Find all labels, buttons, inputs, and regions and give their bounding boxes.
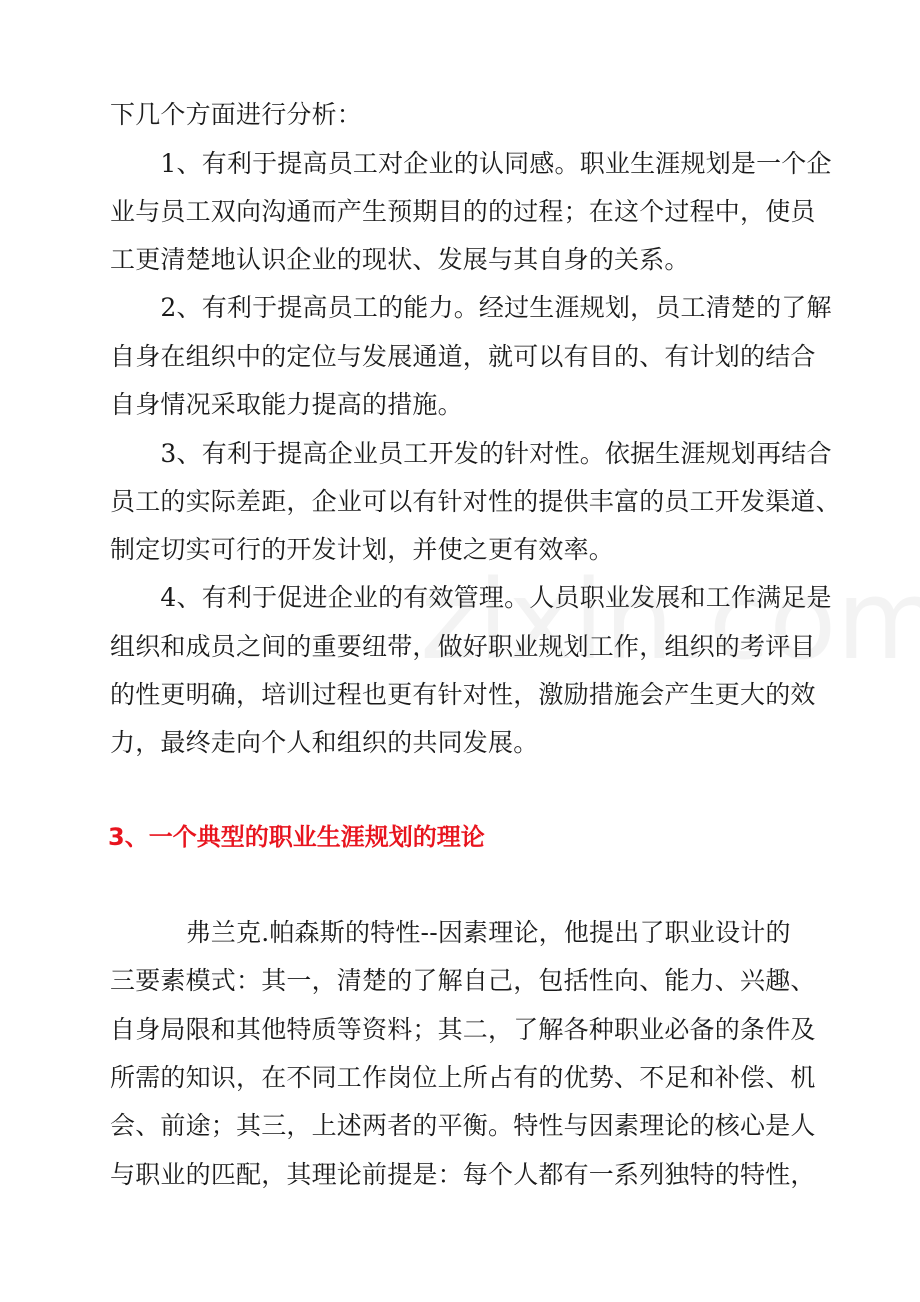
body-line: 自身情况采取能力提高的措施。: [110, 390, 463, 419]
body-line: 2、有利于提高员工的能力。经过生涯规划，员工清楚的了解: [110, 293, 832, 322]
body-line: 力，最终走向个人和组织的共同发展。: [110, 728, 539, 757]
section-heading: 3、一个典型的职业生涯规划的理论: [108, 823, 485, 851]
body-line: 工更清楚地认识企业的现状、发展与其自身的关系。: [110, 245, 690, 274]
body-line: 自身在组织中的定位与发展通道，就可以有目的、有计划的结合: [110, 342, 816, 371]
body-line: 1、有利于提高员工对企业的认同感。职业生涯规划是一个企: [110, 149, 832, 178]
section-line: 会、前途；其三，上述两者的平衡。特性与因素理论的核心是人: [110, 1111, 816, 1140]
body-line: 员工的实际差距，企业可以有针对性的提供丰富的员工开发渠道、: [110, 487, 841, 516]
section-line: 三要素模式：其一，清楚的了解自己，包括性向、能力、兴趣、: [110, 966, 816, 995]
body-line: 3、有利于提高企业员工开发的针对性。依据生涯规划再结合: [110, 439, 832, 468]
body-line: 4、有利于促进企业的有效管理。人员职业发展和工作满足是: [110, 583, 832, 612]
section-line: 弗兰克.帕森斯的特性--因素理论，他提出了职业设计的: [110, 918, 791, 947]
body-line: 业与员工双向沟通而产生预期目的的过程；在这个过程中，使员: [110, 197, 816, 226]
section-line: 所需的知识，在不同工作岗位上所占有的优势、不足和补偿、机: [110, 1063, 816, 1092]
section-line: 与职业的匹配，其理论前提是：每个人都有一系列独特的特性，: [110, 1160, 816, 1189]
body-line: 制定切实可行的开发计划，并使之更有效率。: [110, 535, 615, 564]
body-line: 下几个方面进行分析：: [110, 100, 363, 129]
section-line: 自身局限和其他特质等资料；其二，了解各种职业必备的条件及: [110, 1015, 816, 1044]
body-line: 组织和成员之间的重要纽带，做好职业规划工作，组织的考评目: [110, 632, 816, 661]
body-line: 的性更明确，培训过程也更有针对性，激励措施会产生更大的效: [110, 680, 816, 709]
